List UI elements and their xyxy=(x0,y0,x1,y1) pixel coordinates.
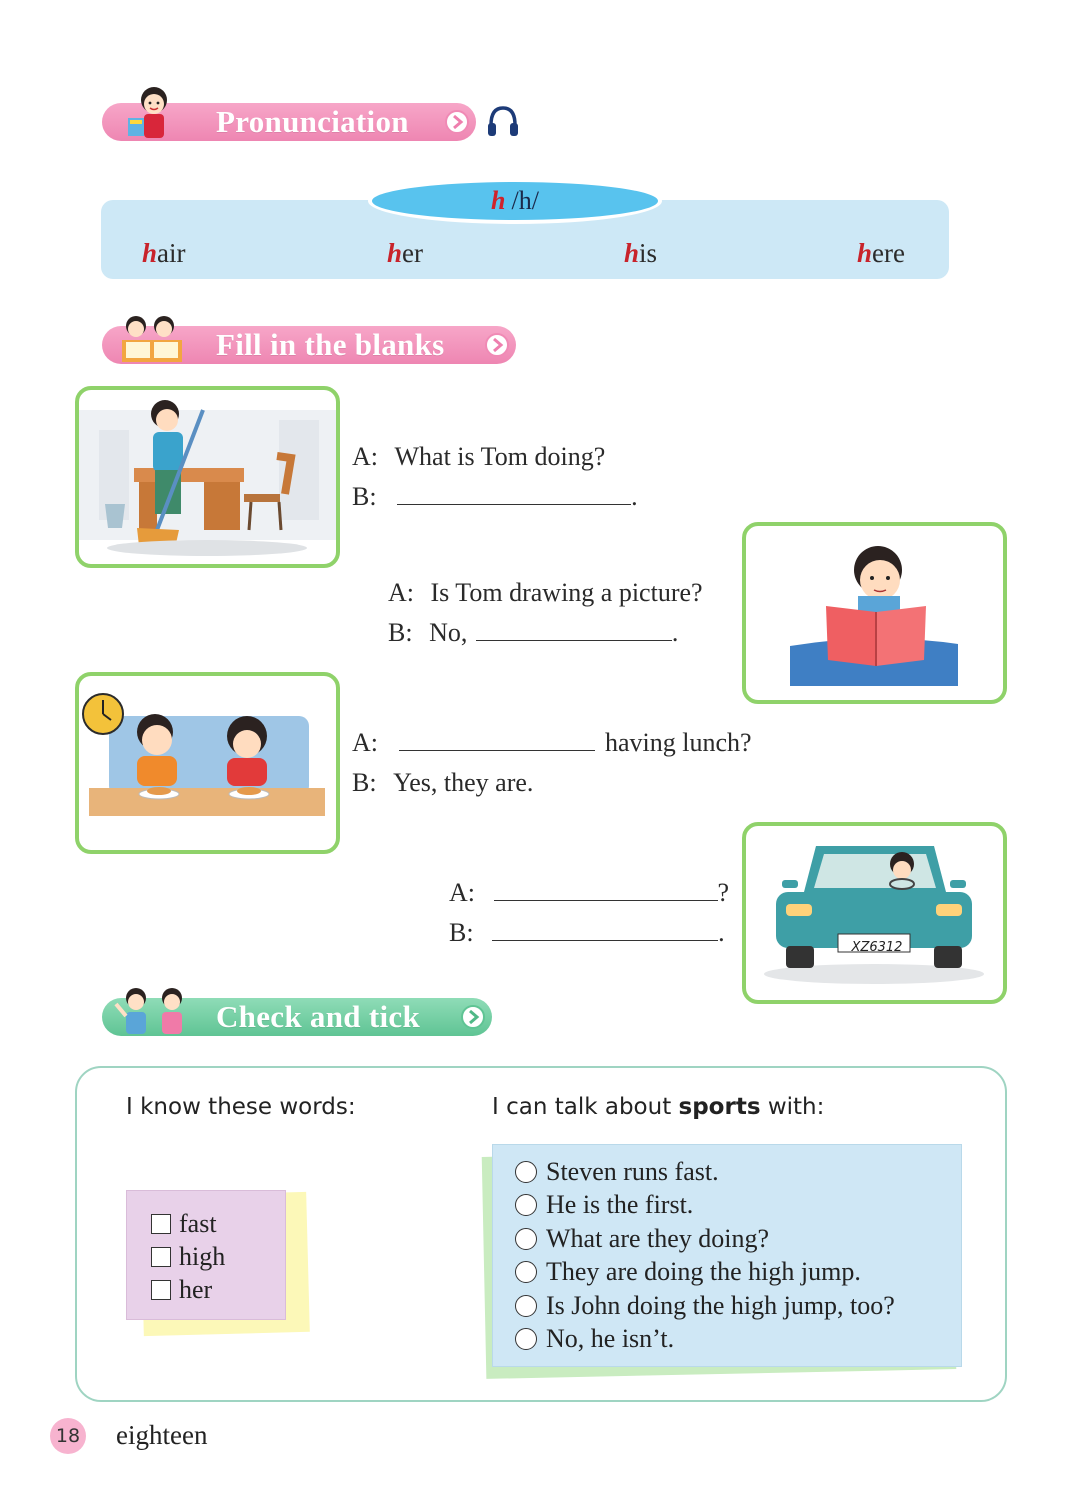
know-words-heading: I know these words: xyxy=(126,1094,356,1120)
page-number-word: eighteen xyxy=(116,1420,208,1450)
radio-circle[interactable] xyxy=(515,1161,537,1183)
sentence-item[interactable] xyxy=(515,1256,895,1290)
word-label: her xyxy=(179,1274,213,1304)
reading-illustration xyxy=(746,526,1003,700)
word-label: high xyxy=(179,1241,226,1271)
word-check-item[interactable] xyxy=(151,1207,225,1240)
kids-reading-icon xyxy=(116,312,188,368)
sentence-item[interactable] xyxy=(515,1323,895,1357)
dialogue-1-line-a xyxy=(352,442,605,472)
speaker-label: A: xyxy=(352,442,378,471)
dialogue-text: Yes, they are. xyxy=(393,768,534,797)
arrow-right-icon xyxy=(444,109,470,135)
punctuation: ? xyxy=(717,878,730,907)
radio-circle[interactable] xyxy=(515,1261,537,1283)
dialogue-1-line-b xyxy=(352,482,638,512)
dialogue-3-line-a xyxy=(352,728,752,758)
sentence-label: He is the first. xyxy=(546,1190,694,1220)
sentence-label: No, he isn’t. xyxy=(546,1324,675,1354)
speaker-label: B: xyxy=(352,482,377,511)
answer-blank[interactable] xyxy=(494,878,718,901)
pron-word-hair xyxy=(142,238,186,269)
radio-circle[interactable] xyxy=(515,1228,537,1250)
punctuation: . xyxy=(718,918,725,947)
talk-sports-heading xyxy=(492,1094,824,1120)
heading-bold-word: sports xyxy=(678,1094,761,1120)
pronunciation-title: Pronunciation xyxy=(216,104,409,139)
girl-mascot-icon xyxy=(122,84,184,146)
page-number: 18 xyxy=(50,1418,86,1454)
pron-word-his xyxy=(624,238,657,269)
checkbox[interactable] xyxy=(151,1280,171,1300)
sentence-label: Is John doing the high jump, too? xyxy=(546,1290,895,1320)
fill-blanks-title: Fill in the blanks xyxy=(216,327,445,362)
word-check-item[interactable] xyxy=(151,1240,225,1273)
phoneme-label xyxy=(368,178,662,224)
speaker-label: B: xyxy=(449,918,474,947)
check-tick-title: Check and tick xyxy=(216,999,421,1034)
words-card xyxy=(126,1190,286,1320)
checkbox[interactable] xyxy=(151,1247,171,1267)
dialogue-text: No, xyxy=(429,618,468,647)
dialogue-3-line-b xyxy=(352,768,533,798)
answer-blank[interactable] xyxy=(397,482,631,505)
punctuation: . xyxy=(671,618,679,647)
word-check-item[interactable] xyxy=(151,1273,225,1306)
pron-word-initial: h xyxy=(387,238,403,268)
pron-word-rest: ere xyxy=(872,238,905,268)
radio-circle[interactable] xyxy=(515,1328,537,1350)
pron-word-rest: is xyxy=(639,238,658,268)
sentence-item[interactable] xyxy=(515,1155,895,1189)
sentence-label: What are they doing? xyxy=(546,1223,770,1253)
punctuation: . xyxy=(631,482,638,511)
sweeping-illustration xyxy=(79,390,336,564)
heading-text: with: xyxy=(760,1094,825,1120)
dialogue-text: Is Tom drawing a picture? xyxy=(430,578,703,607)
answer-blank[interactable] xyxy=(476,618,672,641)
word-label: fast xyxy=(179,1208,217,1238)
pron-word-her xyxy=(387,238,423,269)
speaker-label: B: xyxy=(388,618,413,647)
car-illustration xyxy=(746,826,1003,1000)
headphones-icon xyxy=(486,104,520,138)
dialogue-4-line-b xyxy=(449,918,725,948)
arrow-right-icon xyxy=(484,332,510,358)
checkbox[interactable] xyxy=(151,1214,171,1234)
speaker-label: B: xyxy=(352,768,377,797)
picture-kids-lunch xyxy=(75,672,340,854)
speaker-label: A: xyxy=(449,878,475,907)
picture-boy-sweeping xyxy=(75,386,340,568)
pron-word-rest: er xyxy=(402,238,424,268)
pron-word-initial: h xyxy=(142,238,158,268)
sentence-label: They are doing the high jump. xyxy=(546,1257,861,1287)
dialogue-4-line-a xyxy=(449,878,729,908)
license-plate: XZ6312 xyxy=(851,940,903,955)
sentences-card xyxy=(492,1144,962,1367)
pron-word-initial: h xyxy=(857,238,873,268)
picture-boy-reading xyxy=(742,522,1007,704)
dialogue-text: What is Tom doing? xyxy=(394,442,606,471)
pron-word-initial: h xyxy=(624,238,640,268)
dialogue-2-line-a xyxy=(388,578,703,608)
pron-word-rest: air xyxy=(157,238,186,268)
dialogue-text: having lunch? xyxy=(605,728,752,757)
sentence-item[interactable] xyxy=(515,1289,895,1323)
pron-word-here xyxy=(857,238,905,269)
speaker-label: A: xyxy=(388,578,414,607)
sentence-item[interactable] xyxy=(515,1222,895,1256)
answer-blank[interactable] xyxy=(399,728,595,751)
kids-waving-icon xyxy=(114,986,194,1038)
answer-blank[interactable] xyxy=(492,918,718,941)
dialogue-2-line-b xyxy=(388,618,678,648)
heading-text: I can talk about xyxy=(492,1094,679,1120)
arrow-right-icon xyxy=(460,1004,486,1030)
sentence-label: Steven runs fast. xyxy=(546,1156,719,1186)
lunch-illustration xyxy=(79,676,336,850)
sentence-item[interactable] xyxy=(515,1189,895,1223)
radio-circle[interactable] xyxy=(515,1295,537,1317)
speaker-label: A: xyxy=(352,728,378,757)
phoneme-sound: /h/ xyxy=(511,186,539,215)
radio-circle[interactable] xyxy=(515,1194,537,1216)
picture-woman-driving xyxy=(742,822,1007,1004)
phoneme-letter: h xyxy=(491,186,506,215)
